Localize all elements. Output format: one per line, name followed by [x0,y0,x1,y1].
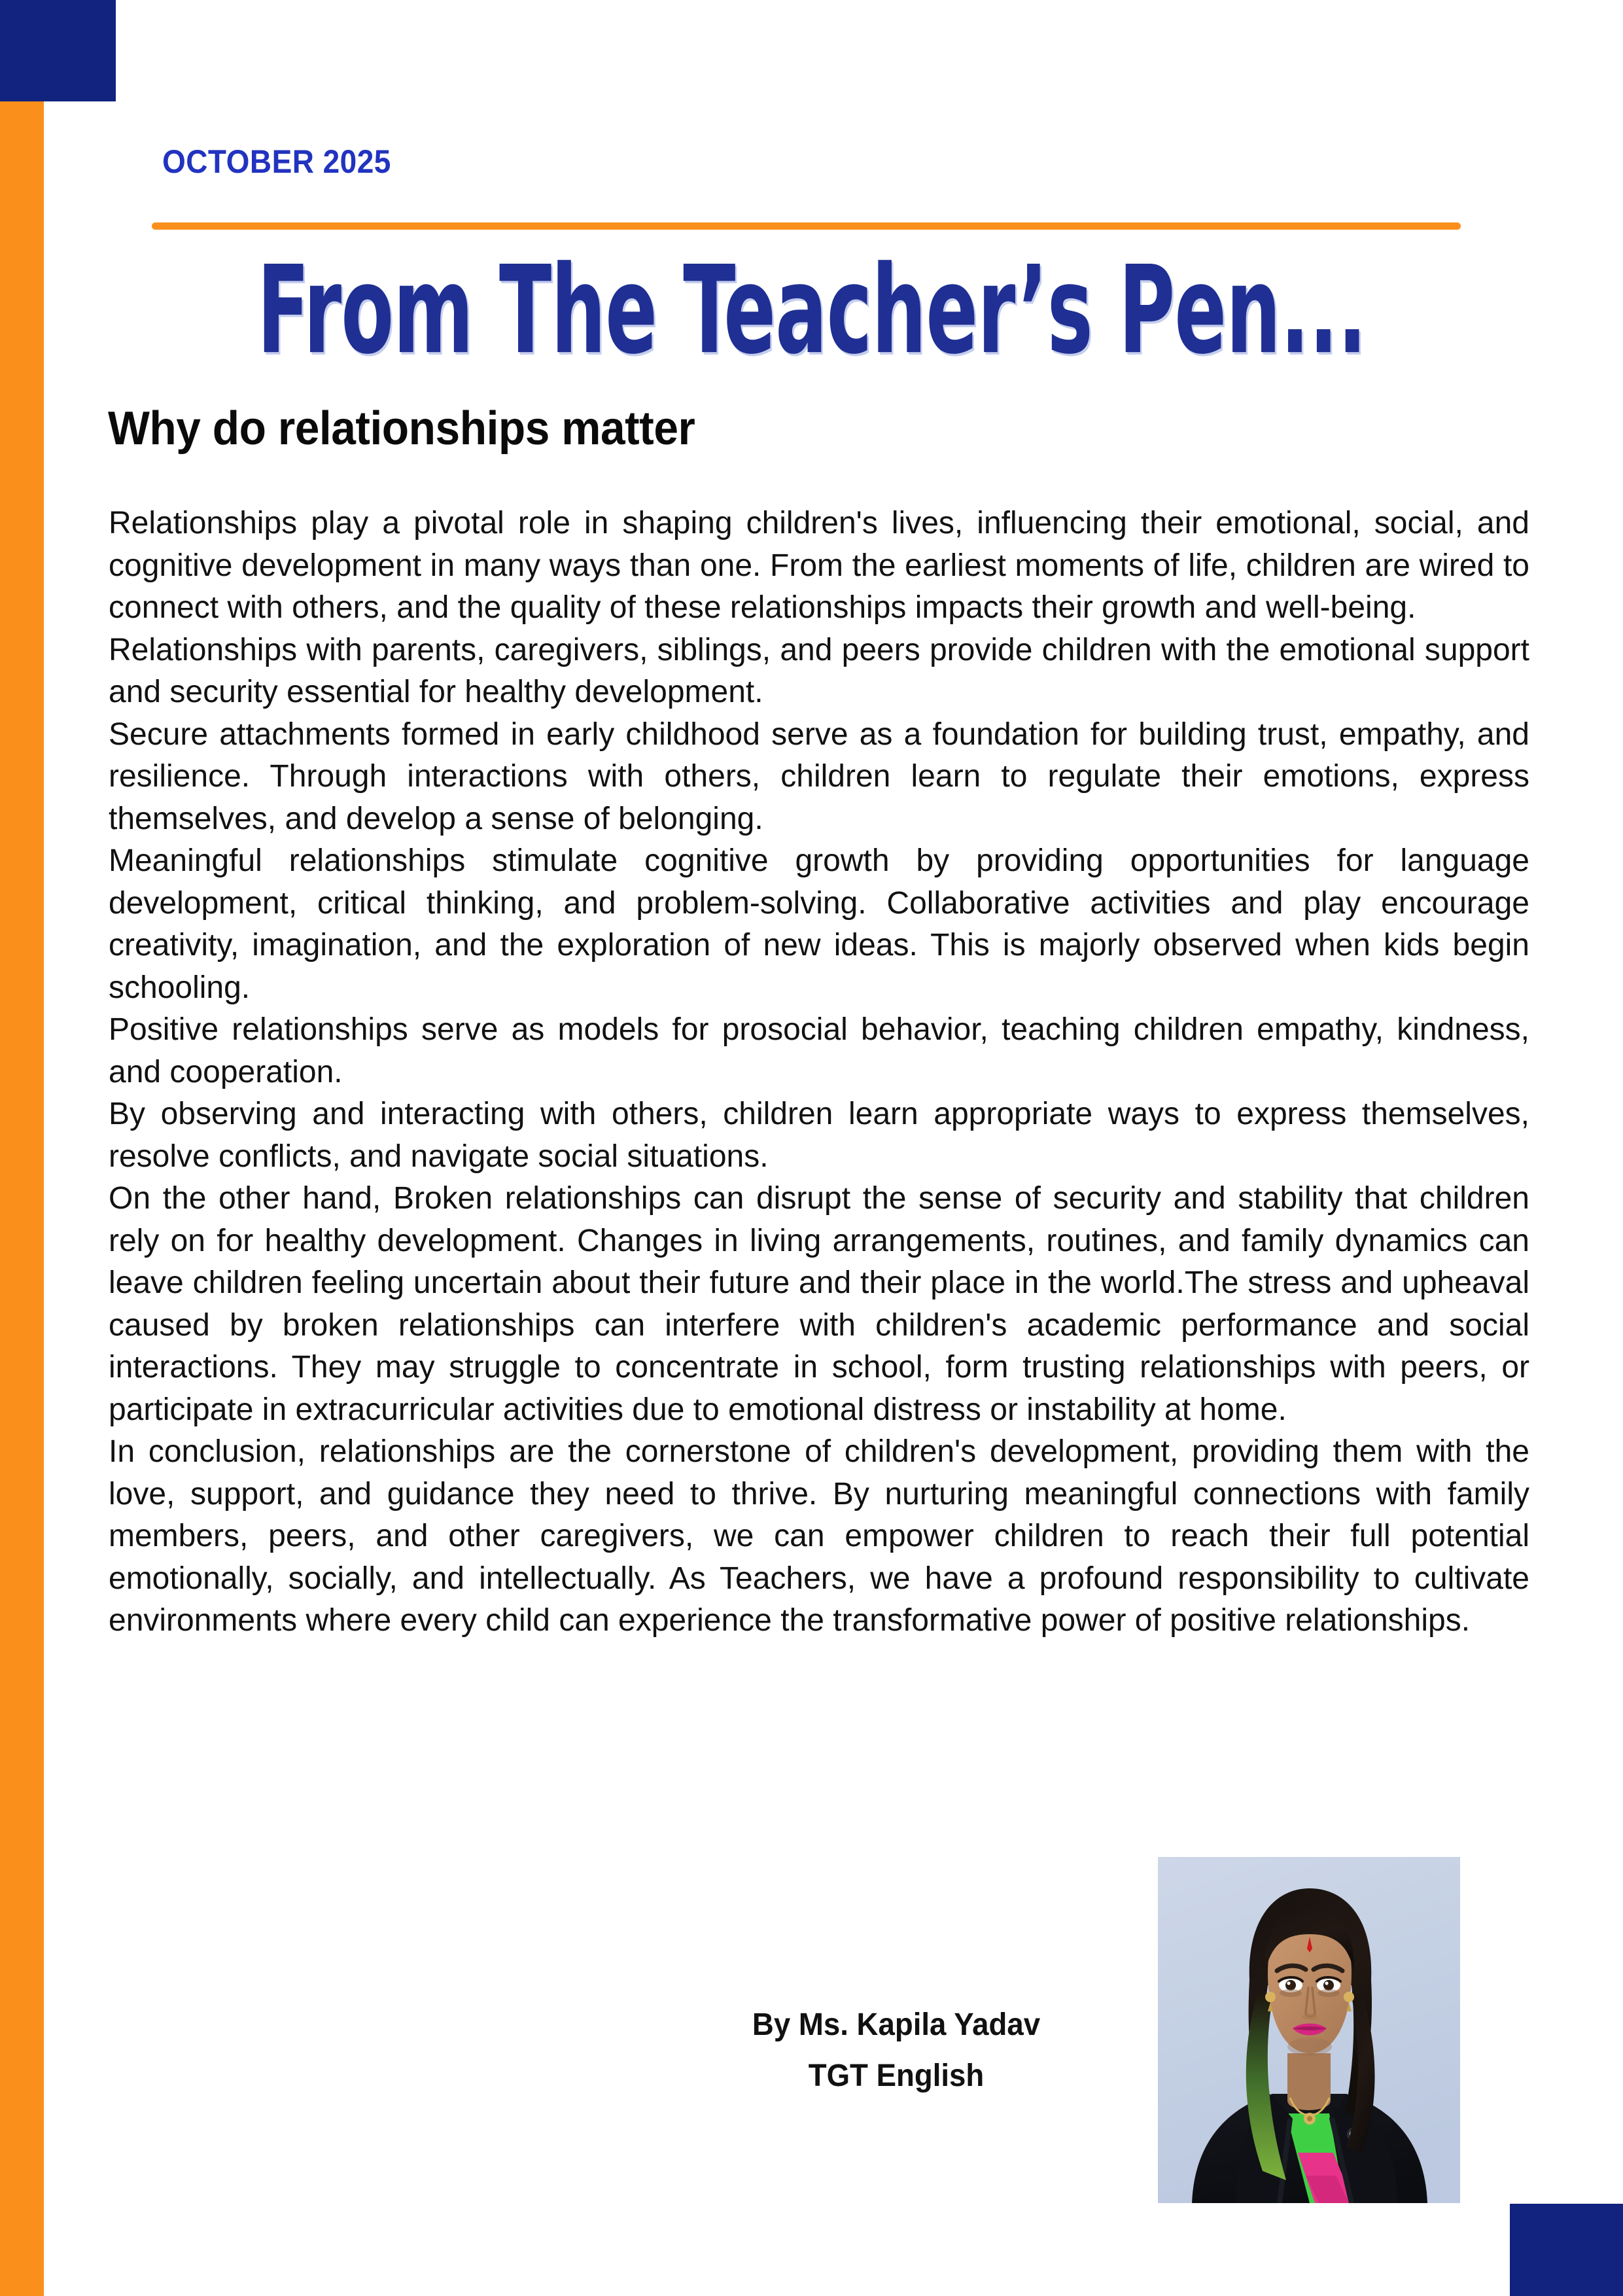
author-photo [1158,1857,1460,2203]
top-left-blue-block [0,0,116,101]
masthead [0,239,1623,381]
header-divider-rule [152,222,1461,230]
left-orange-sidebar [0,101,44,2296]
article-paragraph: Relationships with parents, caregivers, siblings, and peers provide children with the emotional support and security essential for healthy development. [109,632,1529,709]
byline [704,2000,1089,2102]
article-heading: Why do relationships matter [108,402,695,455]
author-portrait-illustration [1158,1857,1460,2203]
bottom-right-blue-block [1510,2204,1623,2296]
byline-designation: TGT English [808,2058,985,2093]
byline-author: By Ms. Kapila Yadav [752,2007,1041,2042]
page-title: From The Teacher’s Pen... [256,239,1367,381]
article-paragraph: Positive relationships serve as models for prosocial behavior, teaching children empathy, kindness, and cooperation. [109,1012,1529,1089]
article-paragraph: Secure attachments formed in early childhood serve as a foundation for building trust, empathy, and resilience. Through interactions with others, children learn to regulate their emotions, express themselves, and develop a sense of belonging. [109,716,1529,836]
article-paragraph: In conclusion, relationships are the cornerstone of children's development, providing them with the love, support, and guidance they need to thrive. By nurturing meaningful connections with family members, peers, and other caregivers, we can empower children to reach their full potential emotionally, socially, and intellectually. As Teachers, we have a profound responsibility to cultivate environments where every child can experience the transformative power of positive relationships. [109,1434,1529,1638]
issue-date: OCTOBER 2025 [162,143,391,180]
article-body [109,503,1529,1642]
article-paragraph: By observing and interacting with others, children learn appropriate ways to express themselves, resolve conflicts, and navigate social situations. [109,1097,1529,1174]
article-paragraph: Relationships play a pivotal role in shaping children's lives, influencing their emotional, social, and cognitive development in many ways than one. From the earliest moments of life, children are wired to connect with others, and the quality of these relationships impacts their growth and well-being. [109,506,1529,625]
article-paragraph: On the other hand, Broken relationships can disrupt the sense of security and stability that children rely on for healthy development. Changes in living arrangements, routines, and family dynamics can leave children feeling uncertain about their future and their place in the world.The stress and upheaval caused by broken relationships can interfere with children's academic performance and social interactions. They may struggle to concentrate in school, form trusting relationships with peers, or participate in extracurricular activities due to emotional distress or instability at home. [109,1181,1529,1427]
article-paragraph: Meaningful relationships stimulate cognitive growth by providing opportunities for language development, critical thinking, and problem-solving. Collaborative activities and play encourage creativity, imagination, and the exploration of new ideas. This is majorly observed when kids begin schooling. [109,843,1529,1005]
